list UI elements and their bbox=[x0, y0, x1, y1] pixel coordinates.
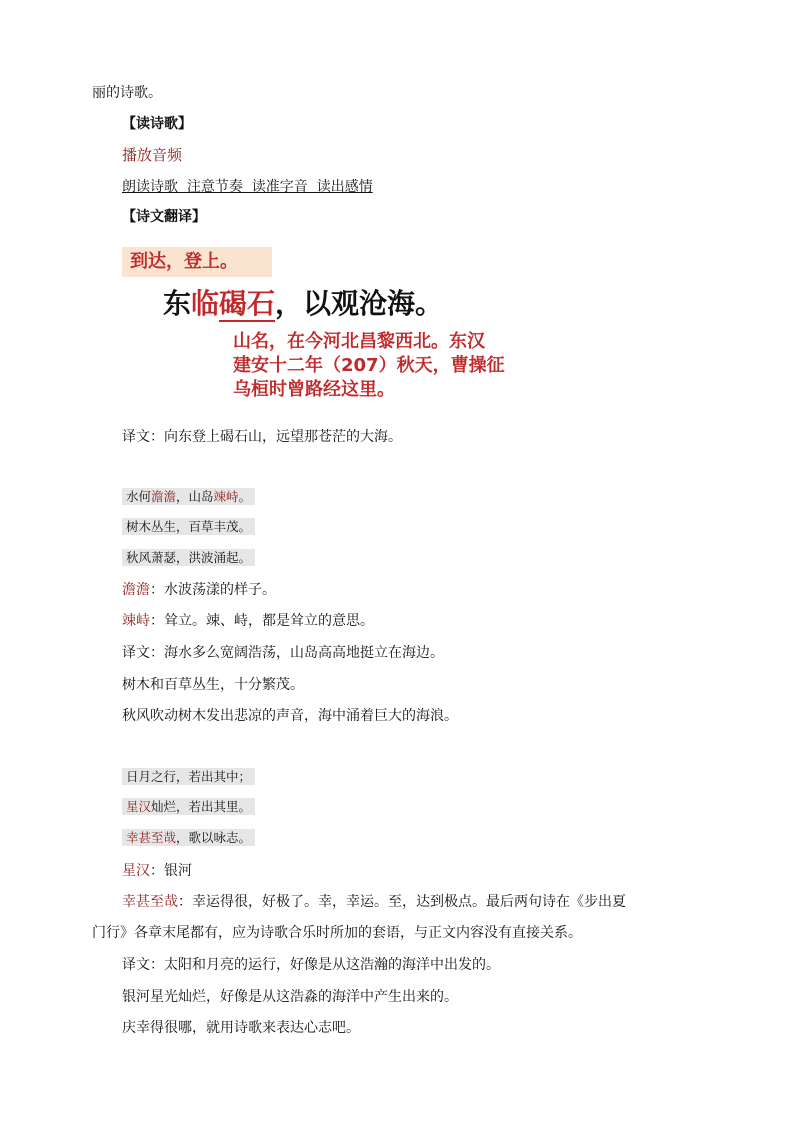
translation-2-line-2: 树木和百草丛生，十分繁茂。 bbox=[122, 677, 304, 693]
s3-l3-xing: 幸甚至哉 bbox=[126, 830, 177, 845]
stanza3-line-1 bbox=[122, 767, 255, 787]
place-note-line-3: 乌桓时曾路经这里。 bbox=[233, 379, 395, 400]
place-note bbox=[233, 330, 505, 402]
s2-l2-text: 树木丛生，百草丰茂。 bbox=[122, 518, 255, 535]
note-dandan-term: 澹澹 bbox=[122, 582, 150, 598]
translation-3-line-2: 银河星光灿烂，好像是从这浩淼的海洋中产生出来的。 bbox=[122, 989, 458, 1005]
s2-l1-e: 。 bbox=[238, 489, 252, 504]
s2-l1-a: 水何 bbox=[126, 489, 152, 504]
note-songzhi-def: ：耸立。竦、峙，都是耸立的意思。 bbox=[150, 613, 374, 629]
stanza2-line-1 bbox=[122, 487, 255, 507]
note-xinghan-def: ：银河 bbox=[150, 863, 192, 879]
translate-heading: 【诗文翻译】 bbox=[122, 209, 206, 225]
place-note-line-2: 建安十二年（207）秋天，曹操征 bbox=[233, 355, 505, 376]
note-xing-def: ：幸运得很，好极了。幸，幸运。至，达到极点。最后两句诗在《步出夏 bbox=[178, 894, 626, 910]
s3-l3-rest: ，歌以咏志。 bbox=[176, 830, 252, 845]
note-xinghan-term: 星汉 bbox=[122, 863, 150, 879]
note-xinghan bbox=[122, 861, 192, 881]
note-dandan bbox=[122, 580, 276, 600]
stanza2-line-2 bbox=[122, 517, 255, 537]
s2-l1-songzhi: 竦峙 bbox=[213, 489, 239, 504]
play-audio-link[interactable]: 播放音频 bbox=[122, 146, 183, 164]
read-tips-link[interactable]: 朗读诗歌 注意节奏 读准字音 读出感情 bbox=[122, 179, 373, 195]
intro-tail: 丽的诗歌。 bbox=[92, 85, 162, 101]
s3-l1-text: 日月之行，若出其中； bbox=[122, 768, 255, 785]
translation-3-line-1: 译文：太阳和月亮的运行，好像是从这浩瀚的海洋中出发的。 bbox=[122, 957, 500, 973]
arrive-note: 到达，登上。 bbox=[130, 251, 238, 272]
note-xing bbox=[122, 892, 626, 912]
stanza2-line-3 bbox=[122, 548, 255, 568]
note-xing-term: 幸甚至哉 bbox=[122, 894, 178, 910]
stanza3-line-3 bbox=[122, 828, 255, 848]
note-songzhi bbox=[122, 611, 374, 631]
poem-line-highlight-lin: 临 bbox=[191, 287, 220, 320]
s2-l1-dandan: 澹澹 bbox=[151, 489, 177, 504]
note-dandan-def: ：水波荡漾的样子。 bbox=[150, 582, 276, 598]
note-xing-continued: 门行》各章末尾都有，应为诗歌合乐时所加的套语，与正文内容没有直接关系。 bbox=[92, 925, 582, 941]
poem-line-highlight-jieshi: 碣石 bbox=[219, 287, 276, 320]
poem-line-part-b: ，以观沧海。 bbox=[275, 287, 444, 320]
read-heading: 【读诗歌】 bbox=[122, 116, 192, 132]
poem-line-part-a: 东 bbox=[163, 287, 192, 320]
poem-line-large bbox=[163, 284, 443, 324]
translation-2-line-3: 秋风吹动树木发出悲凉的声音，海中涌着巨大的海浪。 bbox=[122, 708, 458, 724]
s3-l2-xinghan: 星汉 bbox=[126, 799, 152, 814]
place-note-line-1: 山名，在今河北昌黎西北。东汉 bbox=[233, 331, 485, 352]
s2-l1-c: ，山岛 bbox=[176, 489, 214, 504]
stanza3-line-2 bbox=[122, 797, 255, 817]
translation-3-line-3: 庆幸得很哪，就用诗歌来表达心志吧。 bbox=[122, 1020, 360, 1036]
s2-l3-text: 秋风萧瑟，洪波涌起。 bbox=[122, 549, 255, 566]
note-songzhi-term: 竦峙 bbox=[122, 613, 150, 629]
translation-2-line-1: 译文：海水多么宽阔浩荡，山岛高高地挺立在海边。 bbox=[122, 645, 444, 661]
translation-1: 译文：向东登上碣石山，远望那苍茫的大海。 bbox=[122, 429, 402, 445]
s3-l2-rest: 灿烂，若出其里。 bbox=[151, 799, 252, 814]
